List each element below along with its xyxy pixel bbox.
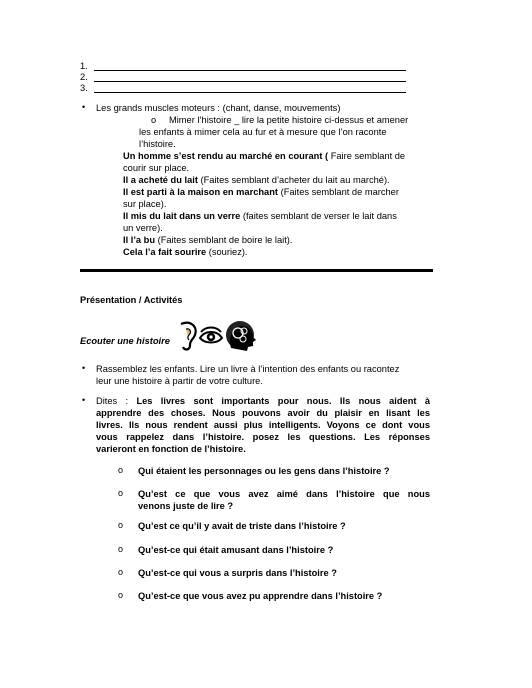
mime-line-2: les enfants à mimer cela au fur et à mesure que l’on raconte [139,127,387,137]
story-line-2: courir sur place. [123,163,190,173]
blank-line-2 [94,81,406,82]
mime-line-1: Mimer l’histoire _ lire la petite histoire ci-dessus et amener [169,115,409,125]
question-bullet: o [118,520,124,530]
listen-title: Ecouter une histoire [80,336,170,346]
question-2: Qu’est ce que vous avez aimé dans l’histoire que nous [138,489,430,499]
question-bullet: o [118,488,124,498]
question-3: Qu’est ce qu’il y avait de triste dans l’histoire ? [138,521,346,531]
list-number-3: 3. [80,83,88,93]
story-line-4: Il est parti à la maison en marchant (Faites semblant de marcher [123,187,399,197]
story-line-5: sur place). [123,199,167,209]
say-line-4: vous rappelez dans l’histoire. posez les questions. Les réponses [96,432,430,442]
list-number-1: 1. [80,61,88,71]
sense-icons [176,320,260,352]
muscles-text: Les grands muscles moteurs : (chant, danse, mouvements) [96,103,341,113]
section-divider [80,269,433,272]
say-line-5: varieront en fonction de l’histoire. [96,444,246,454]
story-line-8: Il l’a bu (Faites semblant de boire le lait). [123,235,293,245]
story-line-3: Il a acheté du lait (Faites semblant d’acheter du lait au marché). [123,175,390,185]
question-bullet: o [118,544,124,554]
question-bullet: o [118,590,124,600]
list-number-2: 2. [80,72,88,82]
story-line-6: Il mis du lait dans un verre (faites semblant de verser le lait dans [123,211,397,221]
mime-line-3: l’histoire. [139,139,176,149]
question-6: Qu’est-ce que vous avez pu apprendre dans l’histoire ? [138,591,383,601]
story-line-9: Cela l’a fait sourire (souriez). [123,247,248,257]
question-2-cont: venons juste de lire ? [138,501,234,511]
question-bullet: o [118,465,124,475]
question-5: Qu’est-ce qui vous a surpris dans l’histoire ? [138,568,337,578]
gather-line-1: Rassemblez les enfants. Lire un livre à l’intention des enfants ou racontez [96,364,400,374]
bullet-gather: • [82,363,86,373]
gather-line-2: leur une histoire à partir de votre culture. [96,376,263,386]
question-4: Qu’est-ce qui était amusant dans l’histoire ? [138,545,334,555]
say-line-1: Dites : Les livres sont importants pour nous. Ils nous aident à [96,396,431,406]
story-line-7: un verre). [123,223,163,233]
section-title: Présentation / Activités [80,295,183,305]
question-bullet: o [118,567,124,577]
say-line-3: livres. Ils nous rendent aussi plus intelligents. Voyons ce dont vous [96,420,430,430]
ear-icon [181,323,196,350]
blank-line-3 [94,92,406,93]
brain-head-icon [226,321,256,351]
say-line-2: apprendre des choses. Nous pouvons avoir du plaisir en lisant les [96,408,430,418]
story-line-1: Un homme s’est rendu au marché en courant ( Faire semblant de [123,151,406,161]
question-1: Qui étaient les personnages ou les gens dans l’histoire ? [138,466,390,476]
bullet-muscles: • [82,102,86,112]
eye-icon [200,328,222,343]
blank-line-1 [94,70,406,71]
sub-bullet: o [151,115,157,125]
bullet-say: • [82,395,86,405]
